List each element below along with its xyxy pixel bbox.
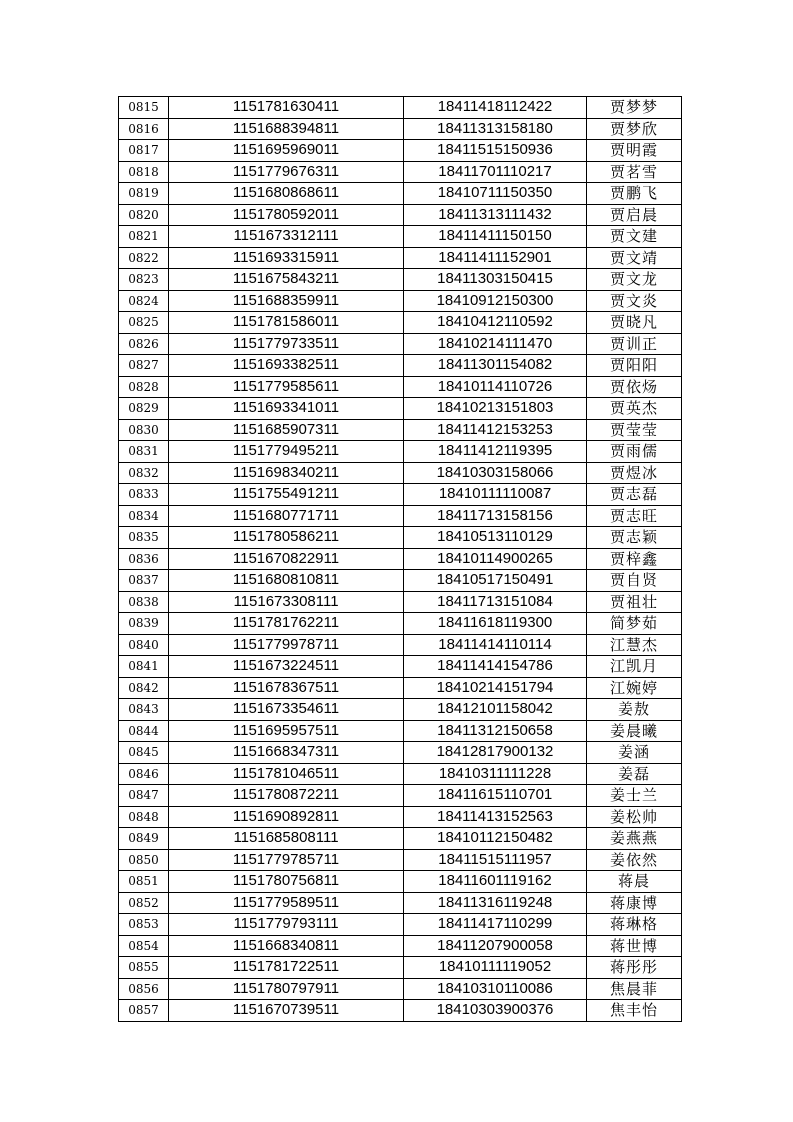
table-row <box>119 484 682 506</box>
cell-seq-number: 0820 <box>119 204 169 226</box>
table-row <box>119 140 682 162</box>
cell-person-name: 贾煜冰 <box>587 462 682 484</box>
table-row <box>119 634 682 656</box>
cell-certificate-number: 18410114110726 <box>404 376 587 398</box>
cell-certificate-number: 18410303900376 <box>404 1000 587 1022</box>
cell-certificate-number: 18410303158066 <box>404 462 587 484</box>
cell-registration-number: 1151673354611 <box>169 699 404 721</box>
table-row <box>119 613 682 635</box>
cell-seq-number: 0828 <box>119 376 169 398</box>
cell-registration-number: 1151693382511 <box>169 355 404 377</box>
cell-certificate-number: 18411615110701 <box>404 785 587 807</box>
cell-person-name: 贾启晨 <box>587 204 682 226</box>
cell-seq-number: 0830 <box>119 419 169 441</box>
table-row <box>119 226 682 248</box>
cell-person-name: 贾志旺 <box>587 505 682 527</box>
cell-person-name: 贾莹莹 <box>587 419 682 441</box>
cell-certificate-number: 18412101158042 <box>404 699 587 721</box>
cell-seq-number: 0826 <box>119 333 169 355</box>
cell-certificate-number: 18411417110299 <box>404 914 587 936</box>
cell-registration-number: 1151668347311 <box>169 742 404 764</box>
cell-seq-number: 0833 <box>119 484 169 506</box>
cell-seq-number: 0856 <box>119 978 169 1000</box>
cell-registration-number: 1151779793111 <box>169 914 404 936</box>
cell-certificate-number: 18410111119052 <box>404 957 587 979</box>
table-row <box>119 548 682 570</box>
cell-certificate-number: 18411414110114 <box>404 634 587 656</box>
cell-seq-number: 0821 <box>119 226 169 248</box>
cell-registration-number: 1151688359911 <box>169 290 404 312</box>
cell-registration-number: 1151780592011 <box>169 204 404 226</box>
table-row <box>119 742 682 764</box>
cell-registration-number: 1151779785711 <box>169 849 404 871</box>
cell-seq-number: 0849 <box>119 828 169 850</box>
cell-seq-number: 0836 <box>119 548 169 570</box>
cell-seq-number: 0843 <box>119 699 169 721</box>
cell-person-name: 蒋琳格 <box>587 914 682 936</box>
cell-certificate-number: 18411713151084 <box>404 591 587 613</box>
cell-registration-number: 1151780797911 <box>169 978 404 1000</box>
cell-seq-number: 0842 <box>119 677 169 699</box>
cell-seq-number: 0857 <box>119 1000 169 1022</box>
cell-registration-number: 1151779585611 <box>169 376 404 398</box>
cell-person-name: 贾梦欣 <box>587 118 682 140</box>
cell-certificate-number: 18411701110217 <box>404 161 587 183</box>
cell-certificate-number: 18410111110087 <box>404 484 587 506</box>
cell-seq-number: 0823 <box>119 269 169 291</box>
cell-registration-number: 1151781722511 <box>169 957 404 979</box>
table-row <box>119 828 682 850</box>
cell-registration-number: 1151695957511 <box>169 720 404 742</box>
table-row <box>119 204 682 226</box>
cell-seq-number: 0839 <box>119 613 169 635</box>
cell-registration-number: 1151680771711 <box>169 505 404 527</box>
cell-certificate-number: 18410214111470 <box>404 333 587 355</box>
cell-seq-number: 0841 <box>119 656 169 678</box>
cell-seq-number: 0829 <box>119 398 169 420</box>
cell-certificate-number: 18410214151794 <box>404 677 587 699</box>
cell-registration-number: 1151780586211 <box>169 527 404 549</box>
cell-seq-number: 0816 <box>119 118 169 140</box>
cell-certificate-number: 18411414154786 <box>404 656 587 678</box>
cell-certificate-number: 18411515111957 <box>404 849 587 871</box>
table-row <box>119 892 682 914</box>
cell-registration-number: 1151680810811 <box>169 570 404 592</box>
cell-person-name: 姜依然 <box>587 849 682 871</box>
table-row <box>119 591 682 613</box>
cell-person-name: 贾英杰 <box>587 398 682 420</box>
cell-certificate-number: 18411601119162 <box>404 871 587 893</box>
cell-seq-number: 0825 <box>119 312 169 334</box>
table-row <box>119 656 682 678</box>
cell-registration-number: 1151670822911 <box>169 548 404 570</box>
table-row <box>119 570 682 592</box>
cell-registration-number: 1151678367511 <box>169 677 404 699</box>
cell-person-name: 贾祖壮 <box>587 591 682 613</box>
cell-registration-number: 1151781046511 <box>169 763 404 785</box>
cell-seq-number: 0847 <box>119 785 169 807</box>
cell-registration-number: 1151781762211 <box>169 613 404 635</box>
cell-seq-number: 0834 <box>119 505 169 527</box>
cell-seq-number: 0851 <box>119 871 169 893</box>
cell-certificate-number: 18411316119248 <box>404 892 587 914</box>
cell-seq-number: 0838 <box>119 591 169 613</box>
table-row <box>119 398 682 420</box>
table-row <box>119 376 682 398</box>
cell-seq-number: 0855 <box>119 957 169 979</box>
cell-registration-number: 1151781586011 <box>169 312 404 334</box>
cell-person-name: 贾自贤 <box>587 570 682 592</box>
cell-registration-number: 1151779676311 <box>169 161 404 183</box>
cell-seq-number: 0846 <box>119 763 169 785</box>
cell-certificate-number: 18412817900132 <box>404 742 587 764</box>
table-row <box>119 677 682 699</box>
cell-certificate-number: 18411412153253 <box>404 419 587 441</box>
cell-certificate-number: 18411312150658 <box>404 720 587 742</box>
cell-registration-number: 1151673312111 <box>169 226 404 248</box>
cell-person-name: 贾雨儒 <box>587 441 682 463</box>
cell-registration-number: 1151690892811 <box>169 806 404 828</box>
cell-person-name: 贾明霞 <box>587 140 682 162</box>
cell-seq-number: 0818 <box>119 161 169 183</box>
roster-table-body <box>119 97 682 1022</box>
cell-certificate-number: 18411413152563 <box>404 806 587 828</box>
cell-person-name: 蒋世博 <box>587 935 682 957</box>
table-row <box>119 312 682 334</box>
cell-registration-number: 1151780756811 <box>169 871 404 893</box>
table-row <box>119 97 682 119</box>
cell-person-name: 江慧杰 <box>587 634 682 656</box>
cell-seq-number: 0837 <box>119 570 169 592</box>
cell-registration-number: 1151779495211 <box>169 441 404 463</box>
table-row <box>119 355 682 377</box>
cell-certificate-number: 18410112150482 <box>404 828 587 850</box>
cell-person-name: 江凯月 <box>587 656 682 678</box>
cell-registration-number: 1151695969011 <box>169 140 404 162</box>
cell-person-name: 贾鹏飞 <box>587 183 682 205</box>
cell-certificate-number: 18411412119395 <box>404 441 587 463</box>
table-row <box>119 183 682 205</box>
cell-person-name: 江婉婷 <box>587 677 682 699</box>
roster-table <box>118 96 682 1022</box>
cell-person-name: 贾梓鑫 <box>587 548 682 570</box>
cell-certificate-number: 18410517150491 <box>404 570 587 592</box>
table-row <box>119 247 682 269</box>
cell-registration-number: 1151673224511 <box>169 656 404 678</box>
cell-registration-number: 1151685808111 <box>169 828 404 850</box>
table-row <box>119 849 682 871</box>
cell-registration-number: 1151688394811 <box>169 118 404 140</box>
cell-person-name: 蒋晨 <box>587 871 682 893</box>
table-row <box>119 290 682 312</box>
cell-seq-number: 0845 <box>119 742 169 764</box>
table-row <box>119 699 682 721</box>
cell-seq-number: 0835 <box>119 527 169 549</box>
cell-person-name: 姜燕燕 <box>587 828 682 850</box>
cell-registration-number: 1151779978711 <box>169 634 404 656</box>
cell-person-name: 贾文炎 <box>587 290 682 312</box>
cell-person-name: 贾志颖 <box>587 527 682 549</box>
table-row <box>119 763 682 785</box>
cell-certificate-number: 18411515150936 <box>404 140 587 162</box>
table-row <box>119 333 682 355</box>
cell-certificate-number: 18411303150415 <box>404 269 587 291</box>
cell-certificate-number: 18410513110129 <box>404 527 587 549</box>
cell-certificate-number: 18411313158180 <box>404 118 587 140</box>
cell-person-name: 简梦茹 <box>587 613 682 635</box>
cell-person-name: 姜晨曦 <box>587 720 682 742</box>
cell-registration-number: 1151693341011 <box>169 398 404 420</box>
cell-registration-number: 1151675843211 <box>169 269 404 291</box>
cell-person-name: 焦丰怡 <box>587 1000 682 1022</box>
cell-certificate-number: 18411207900058 <box>404 935 587 957</box>
cell-seq-number: 0854 <box>119 935 169 957</box>
cell-certificate-number: 18410912150300 <box>404 290 587 312</box>
table-row <box>119 935 682 957</box>
table-row <box>119 441 682 463</box>
cell-certificate-number: 18410213151803 <box>404 398 587 420</box>
table-row <box>119 161 682 183</box>
cell-registration-number: 1151780872211 <box>169 785 404 807</box>
table-row <box>119 419 682 441</box>
table-row <box>119 806 682 828</box>
cell-seq-number: 0827 <box>119 355 169 377</box>
cell-certificate-number: 18411313111432 <box>404 204 587 226</box>
cell-person-name: 贾阳阳 <box>587 355 682 377</box>
cell-registration-number: 1151670739511 <box>169 1000 404 1022</box>
cell-person-name: 贾志磊 <box>587 484 682 506</box>
cell-registration-number: 1151693315911 <box>169 247 404 269</box>
cell-seq-number: 0848 <box>119 806 169 828</box>
cell-seq-number: 0815 <box>119 97 169 119</box>
cell-seq-number: 0819 <box>119 183 169 205</box>
cell-person-name: 贾晓凡 <box>587 312 682 334</box>
cell-registration-number: 1151698340211 <box>169 462 404 484</box>
table-row <box>119 871 682 893</box>
cell-registration-number: 1151755491211 <box>169 484 404 506</box>
cell-certificate-number: 18410114900265 <box>404 548 587 570</box>
cell-seq-number: 0824 <box>119 290 169 312</box>
cell-certificate-number: 18410412110592 <box>404 312 587 334</box>
cell-seq-number: 0831 <box>119 441 169 463</box>
cell-person-name: 贾训正 <box>587 333 682 355</box>
cell-seq-number: 0832 <box>119 462 169 484</box>
cell-seq-number: 0850 <box>119 849 169 871</box>
cell-person-name: 蒋彤彤 <box>587 957 682 979</box>
table-row <box>119 785 682 807</box>
cell-person-name: 蒋康博 <box>587 892 682 914</box>
table-row <box>119 1000 682 1022</box>
cell-certificate-number: 18411411150150 <box>404 226 587 248</box>
cell-registration-number: 1151685907311 <box>169 419 404 441</box>
cell-certificate-number: 18411618119300 <box>404 613 587 635</box>
cell-registration-number: 1151673308111 <box>169 591 404 613</box>
cell-certificate-number: 18411301154082 <box>404 355 587 377</box>
cell-person-name: 焦晨菲 <box>587 978 682 1000</box>
table-row <box>119 505 682 527</box>
table-row <box>119 720 682 742</box>
cell-certificate-number: 18411713158156 <box>404 505 587 527</box>
cell-person-name: 姜涵 <box>587 742 682 764</box>
table-row <box>119 269 682 291</box>
cell-seq-number: 0840 <box>119 634 169 656</box>
cell-person-name: 贾文建 <box>587 226 682 248</box>
cell-registration-number: 1151779589511 <box>169 892 404 914</box>
table-row <box>119 978 682 1000</box>
cell-certificate-number: 18410711150350 <box>404 183 587 205</box>
cell-seq-number: 0853 <box>119 914 169 936</box>
cell-certificate-number: 18411418112422 <box>404 97 587 119</box>
table-row <box>119 118 682 140</box>
cell-person-name: 姜士兰 <box>587 785 682 807</box>
cell-certificate-number: 18410311111228 <box>404 763 587 785</box>
cell-seq-number: 0844 <box>119 720 169 742</box>
cell-person-name: 姜磊 <box>587 763 682 785</box>
cell-registration-number: 1151668340811 <box>169 935 404 957</box>
cell-person-name: 贾茗雪 <box>587 161 682 183</box>
cell-seq-number: 0817 <box>119 140 169 162</box>
cell-person-name: 贾文靖 <box>587 247 682 269</box>
table-row <box>119 914 682 936</box>
cell-seq-number: 0822 <box>119 247 169 269</box>
table-row <box>119 957 682 979</box>
cell-certificate-number: 18411411152901 <box>404 247 587 269</box>
cell-seq-number: 0852 <box>119 892 169 914</box>
cell-registration-number: 1151680868611 <box>169 183 404 205</box>
table-row <box>119 527 682 549</box>
cell-person-name: 姜敖 <box>587 699 682 721</box>
cell-person-name: 贾文龙 <box>587 269 682 291</box>
cell-person-name: 贾依炀 <box>587 376 682 398</box>
table-row <box>119 462 682 484</box>
cell-person-name: 姜松帅 <box>587 806 682 828</box>
cell-person-name: 贾梦梦 <box>587 97 682 119</box>
cell-registration-number: 1151781630411 <box>169 97 404 119</box>
cell-certificate-number: 18410310110086 <box>404 978 587 1000</box>
cell-registration-number: 1151779733511 <box>169 333 404 355</box>
